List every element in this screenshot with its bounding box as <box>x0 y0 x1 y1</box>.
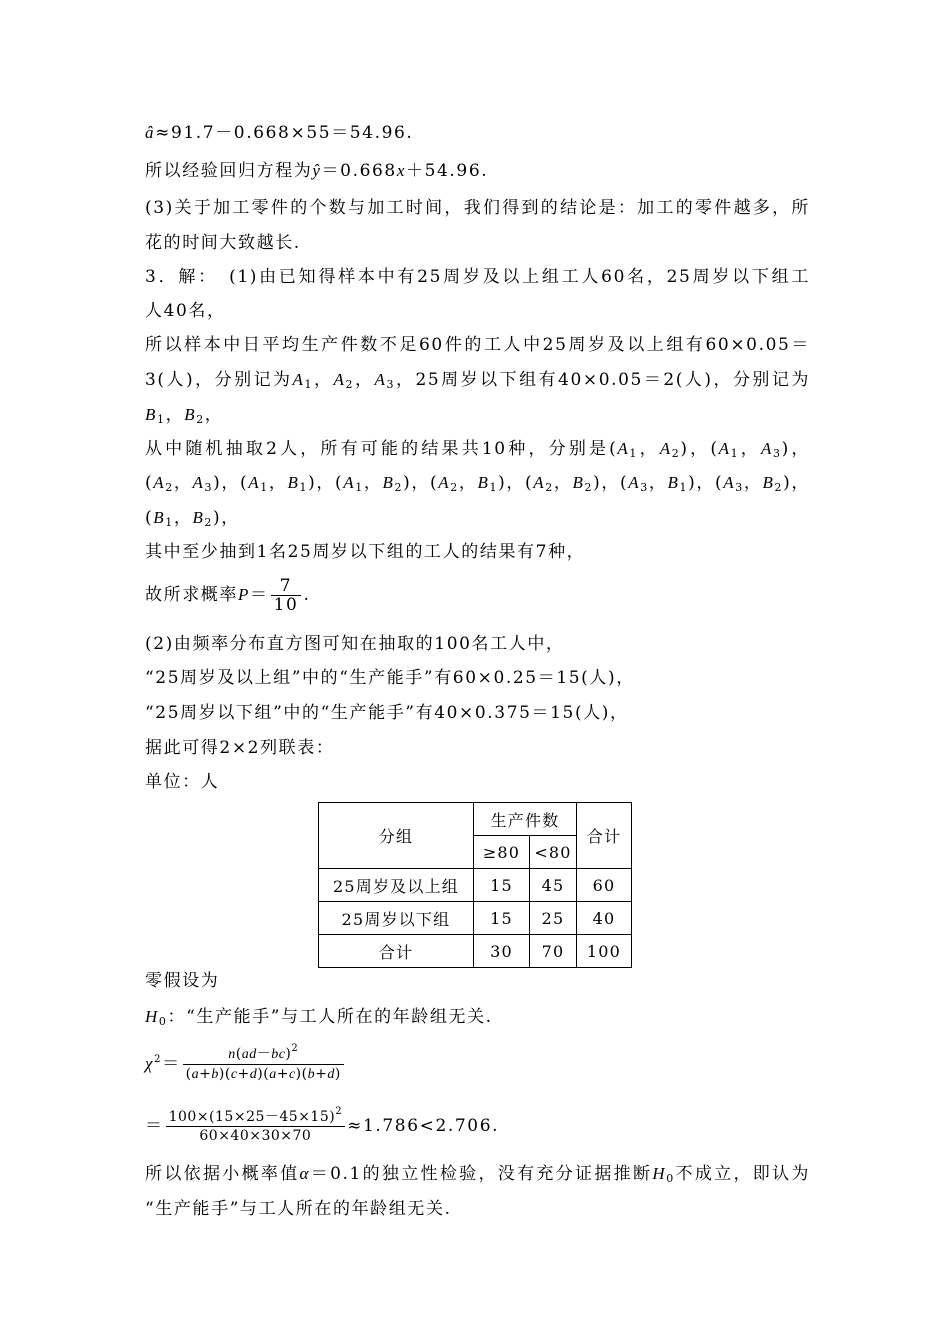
header-count: 生产件数 <box>474 803 577 836</box>
problem-3-number: 3．解： <box>145 267 210 287</box>
probability-result: 故所求概率P＝ $\frac{7}{10}$ . <box>145 576 311 615</box>
chi-square-calculation: ＝ $\frac{100\times(15\times 25-45\times 15)^2}{60\times 40\times 30\times 70}$ ≈1.786<2.706. <box>145 1106 500 1144</box>
table-row: 25周岁及以上组 15 45 60 <box>319 869 632 902</box>
header-total: 合计 <box>577 803 632 869</box>
part2-line-1: (2)由频率分布直方图可知在抽取的100名工人中， <box>145 634 565 654</box>
conclusion-final-1: 所以依据小概率值α＝0.1的独立性检验，没有充分证据推断$H_0$不成立，即认为 <box>145 1164 811 1185</box>
sample-line-2: 3(人)，分别记为$A_1$，$A_2$，$A_3$，25周岁以下组有40×0.05＝2(人)，分别记为 <box>145 370 810 391</box>
chi-square-formula: $\chi^2=$ $\frac{n(ad-bc)^2}{(a+b)(c+d)(a+c)(b+d)}$ <box>145 1038 810 1090</box>
outcomes-line-3: ($B_1$，$B_2$)， <box>145 508 240 529</box>
regression-equation: 所以经验回归方程为ŷ＝0.668x＋54.96. <box>145 161 489 181</box>
header-group: 分组 <box>319 803 474 869</box>
equation-a-hat: â≈91.7－0.668×55＝54.96. <box>145 123 414 143</box>
problem-3-line-1: 3．解： (1)由已知得样本中有25周岁及以上组工人60名，25周岁以下组工 <box>145 267 810 287</box>
conclusion-final-2: “生产能手”与工人所在的年龄组无关. <box>145 1199 452 1219</box>
null-hypothesis-label: 零假设为 <box>145 971 220 991</box>
header-ge80: ≥80 <box>474 836 530 869</box>
conclusion-line-2: 花的时间大致越长. <box>145 233 301 253</box>
unit-label: 单位：人 <box>145 772 220 792</box>
sample-line-3: $B_1$，$B_2$， <box>145 405 224 426</box>
probability-fraction: $\frac{7}{10}$ <box>271 577 302 614</box>
part2-line-4: 据此可得2×2列联表： <box>145 738 335 758</box>
table-row: 合计 30 70 100 <box>319 935 632 968</box>
conclusion-line-1: (3)关于加工零件的个数与加工时间，我们得到的结论是：加工的零件越多，所 <box>145 198 810 218</box>
problem-3-line-2: 人40名， <box>145 301 226 321</box>
outcomes-line-2: ($A_2$，$A_3$)，($A_1$，$B_1$)，($A_1$，$B_2$)，($A_2$，$B_1$)，($A_2$，$B_2$)，($A_3$，$B_1$)，($A_3$，$B_2$)， <box>145 473 810 494</box>
table-row: 25周岁以下组 15 25 40 <box>319 902 632 935</box>
favorable-outcomes: 其中至少抽到1名25周岁以下组的工人的结果有7种， <box>145 542 586 562</box>
part2-line-3: “25周岁以下组”中的“生产能手”有40×0.375＝15(人)， <box>145 703 629 723</box>
calculation-fraction: $\frac{100\times(15\times 25-45\times 15)^2}{60\times 40\times 30\times 70}$ <box>166 1108 345 1145</box>
sample-line-1: 所以样本中日平均生产件数不足60件的工人中25周岁及以上组有60×0.05＝ <box>145 335 810 355</box>
chi-square-denominator: (a+b)(c+d)(a+c)(b+d) <box>185 1066 341 1082</box>
contingency-table <box>318 802 632 968</box>
null-hypothesis: $H_0$：“生产能手”与工人所在的年龄组无关. <box>145 1007 493 1028</box>
outcomes-line-1: 从中随机抽取2人，所有可能的结果共10种，分别是($A_1$，$A_2$)，($A_1$，$A_3$)， <box>145 439 810 460</box>
part2-line-2: “25周岁及以上组”中的“生产能手”有60×0.25＝15(人)， <box>145 668 635 688</box>
chi-square-fraction: $\frac{n(ad-bc)^2}{(a+b)(c+d)(a+c)(b+d)}$ <box>183 1045 344 1084</box>
header-lt80: <80 <box>530 836 577 869</box>
